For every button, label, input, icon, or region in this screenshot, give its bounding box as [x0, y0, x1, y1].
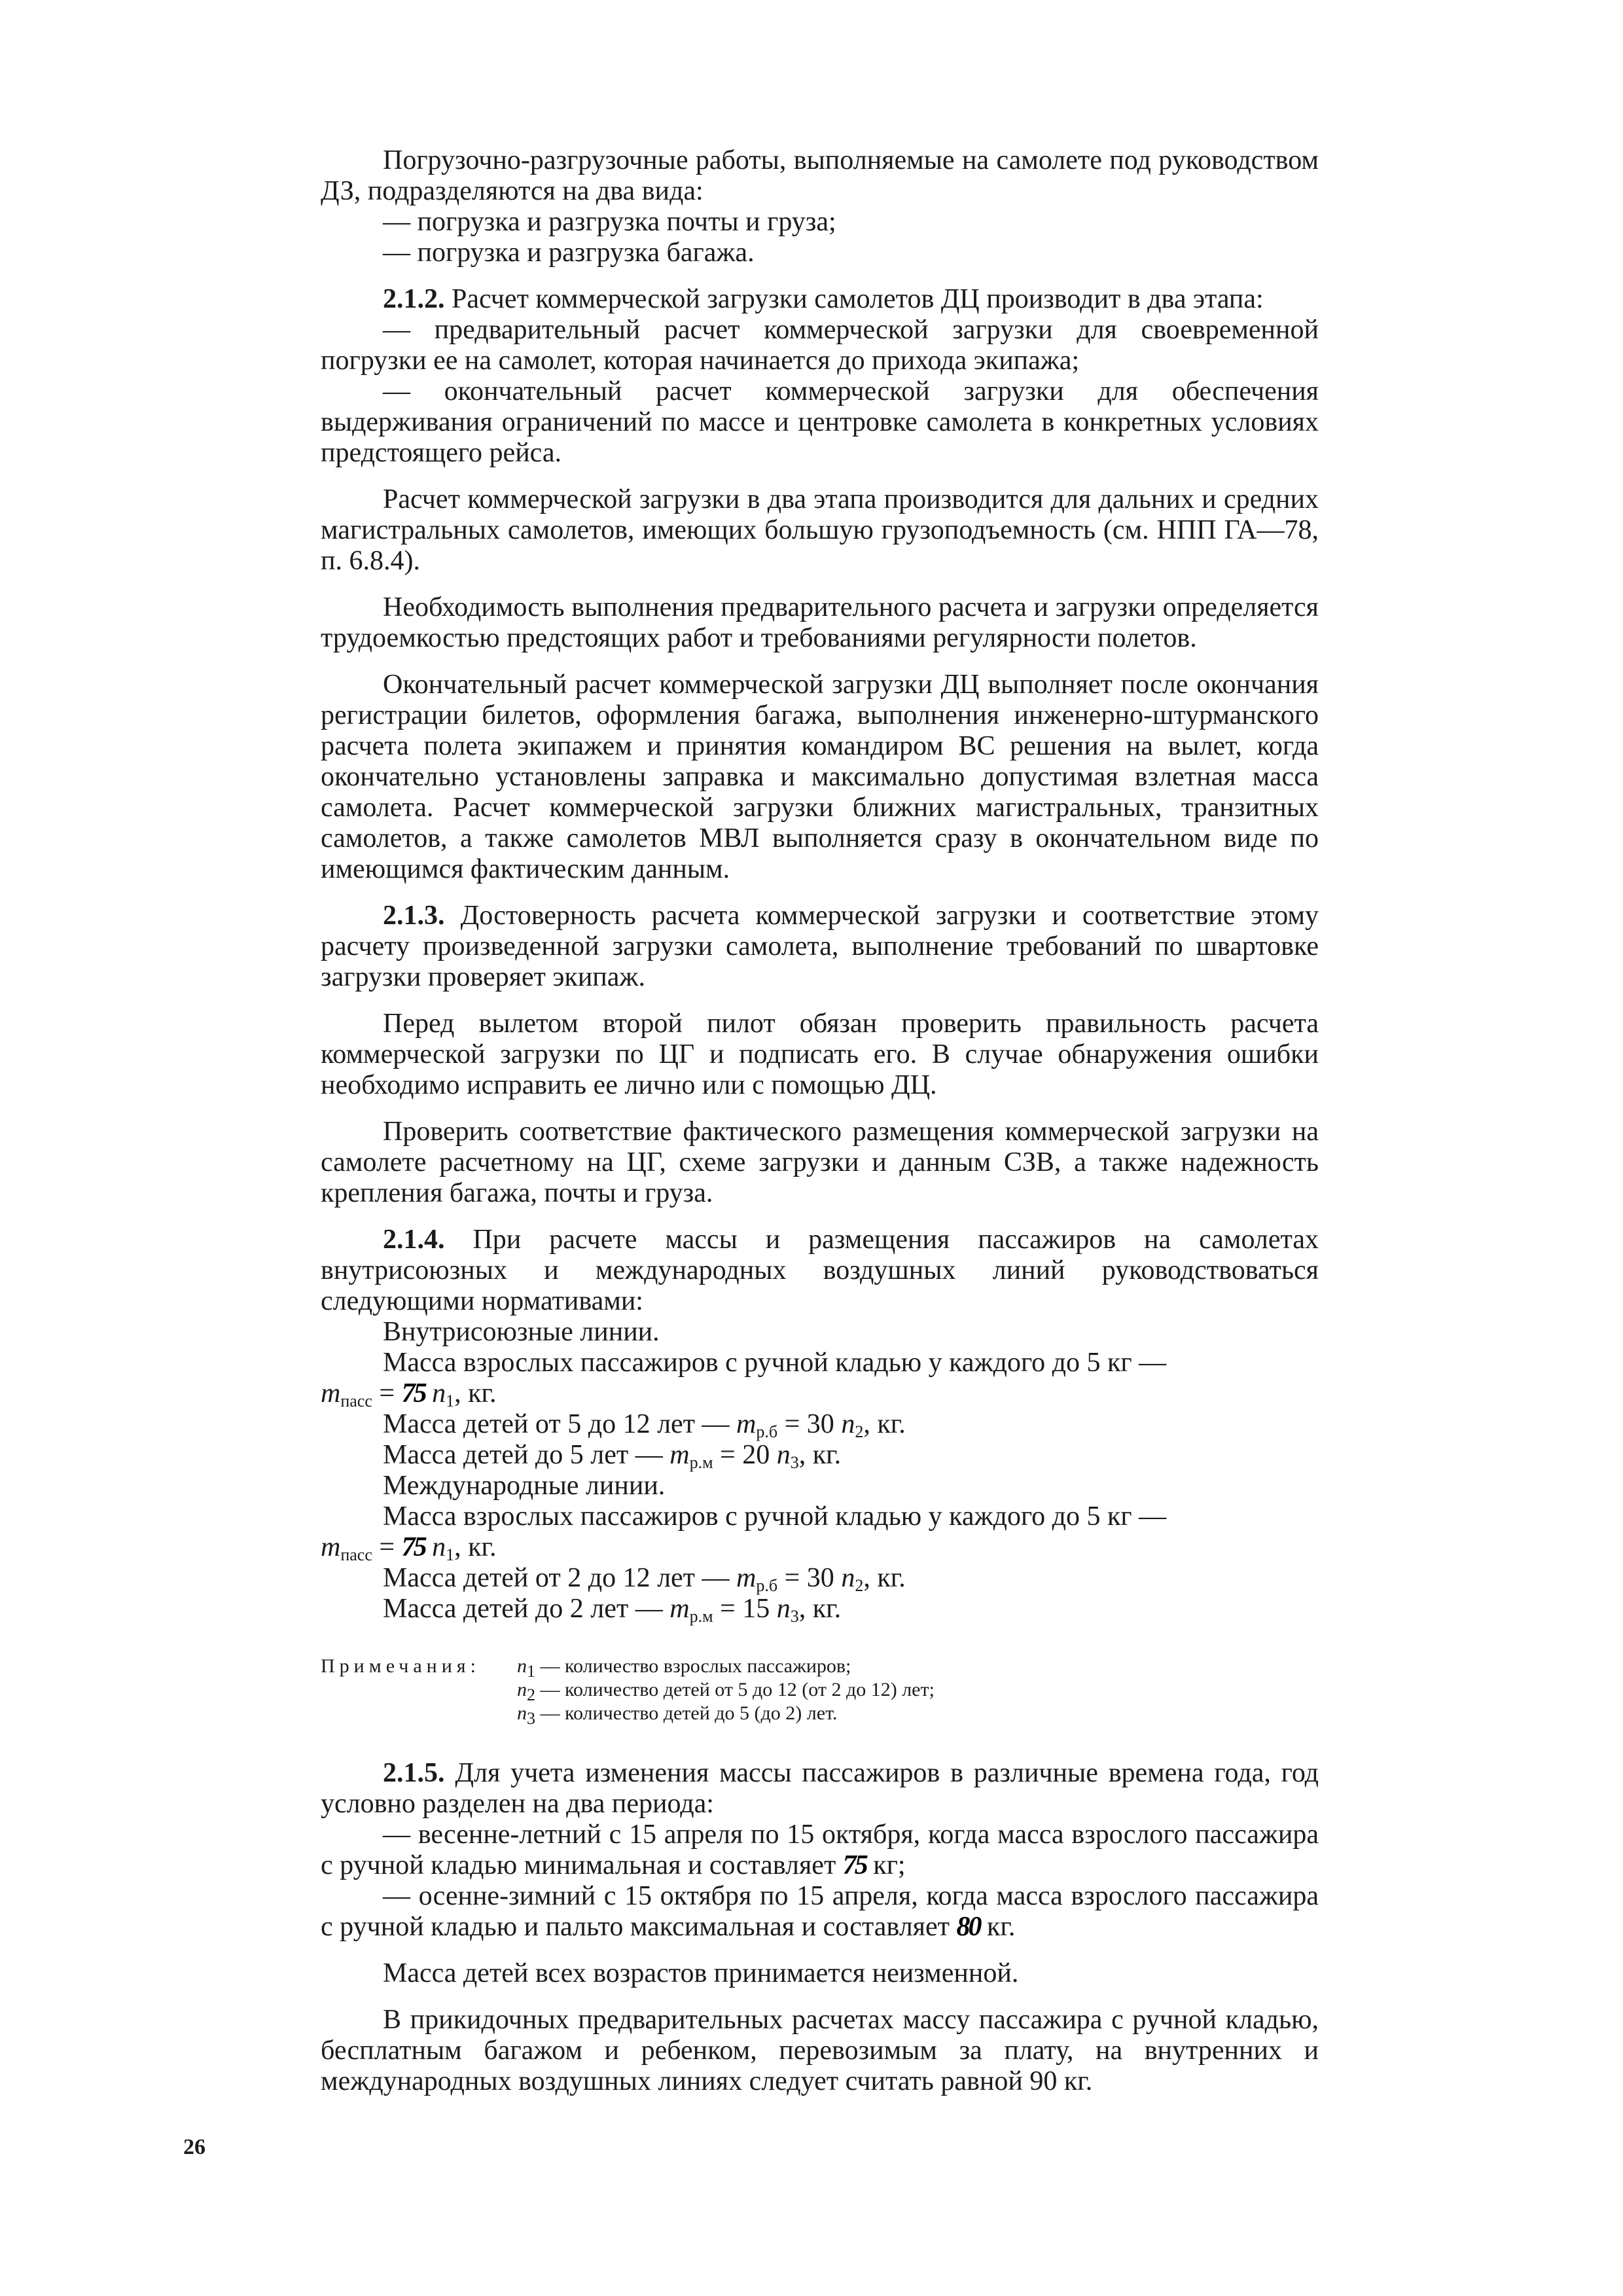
handwritten-correction: 75 — [401, 1378, 425, 1408]
paragraph-two-stages: Расчет коммерческой загрузки в два этапа производится для дальних и средних магистральных самолетов, имеющих большую грузоподъемность (см. НПП ГА—78, п. 6.8.4). — [321, 484, 1319, 576]
heading-domestic-lines: Внутрисоюзные линии. — [383, 1317, 660, 1347]
note-row — [321, 1702, 1319, 1728]
section-2-1-3 — [321, 901, 1319, 993]
formula-domestic-child-5-12: Масса детей от 5 до 12 лет — $m_{р.б} = 30$ $n_2$, кг. — [383, 1409, 906, 1441]
section-number: 2.1.5. — [383, 1758, 445, 1788]
note-row — [321, 1655, 1319, 1681]
handwritten-correction: 75 — [401, 1532, 425, 1562]
list-item-spring-summer: — весенне-летний с 15 апреля по 15 октября, когда масса взрослого пассажира с ручной кладью минимальная и составляет 75 кг; — [321, 1820, 1319, 1880]
note-text: $n_1$ — количество взрослых пассажиров; — [517, 1655, 851, 1681]
section-text: Расчет коммерческой загрузки самолетов ДЦ производит в два этапа: — [452, 284, 1264, 314]
section-number: 2.1.4. — [383, 1225, 445, 1255]
section-number: 2.1.2. — [383, 284, 445, 314]
text-column — [321, 145, 1319, 2097]
paragraph-copilot: Перед вылетом второй пилот обязан проверить правильность расчета коммерческой загрузки по ЦГ и подписать его. В случае обнаружения ошибки необходимо исправить ее лично или с помощью ДЦ. — [321, 1009, 1319, 1100]
notes-block — [321, 1655, 1319, 1728]
paragraph-final-calc: Окончательный расчет коммерческой загрузки ДЦ выполняет после окончания регистрации билетов, оформления багажа, выполнения инженерно-штурманского расчета полета экипажем и принятия командиром ВС решения на вылет, когда окончательно установлены заправка и максимально допустимая взлетная масса самолета. Расчет коммерческой загрузки ближних магистральных, транзитных самолетов, а также самолетов МВЛ выполняется сразу в окончательном виде по имеющимся фактическим данным. — [321, 670, 1319, 884]
formula-domestic-child-under-5: Масса детей до 5 лет — $m_{р.м} = 20$ $n_3$, кг. — [383, 1440, 842, 1472]
notes-label: Примечания: — [321, 1655, 480, 1677]
paragraph-check: Проверить соответствие фактического размещения коммерческой загрузки на самолете расчетному на ЦГ, схеме загрузки и данным СЗВ, а также надежность крепления багажа, почты и груза. — [321, 1117, 1319, 1208]
paragraph-loading-works: Погрузочно-разгрузочные работы, выполняемые на самолете под руководством ДЗ, подразделяются на два вида: — [321, 145, 1319, 206]
list-item-autumn-winter: — осенне-зимний с 15 октября по 15 апреля, когда масса взрослого пассажира с ручной кладью и пальто максимальная и составляет 80 кг. — [321, 1881, 1319, 1942]
section-text: При расчете массы и размещения пассажиров на самолетах внутрисоюзных и международных воздушных линий руководствоваться следующими нормативами: — [321, 1225, 1319, 1316]
note-text: $n_2$ — количество детей от 5 до 12 (от 2 до 12) лет; — [517, 1679, 935, 1704]
note-text: $n_3$ — количество детей до 5 (до 2) лет. — [517, 1702, 838, 1728]
section-2-1-2 — [321, 284, 1319, 315]
section-number: 2.1.3. — [383, 901, 445, 931]
formula-domestic-adult-desc: Масса взрослых пассажиров с ручной кладью у каждого до 5 кг — — [383, 1348, 1167, 1378]
note-row — [321, 1678, 1319, 1702]
formula-international-child-2-12: Масса детей от 2 до 12 лет — $m_{р.б} = 30$ $n_2$, кг. — [383, 1563, 906, 1595]
section-text: Достоверность расчета коммерческой загрузки и соответствие этому расчету произведенной загрузки самолета, выполнение требований по швартовке загрузки проверяет экипаж. — [321, 901, 1319, 992]
paragraph-children-mass: Масса детей всех возрастов принимается неизменной. — [383, 1958, 1019, 1988]
formula-international-child-under-2: Масса детей до 2 лет — $m_{р.м} = 15$ $n_3$, кг. — [383, 1594, 842, 1626]
formula-international-adult-desc: Масса взрослых пассажиров с ручной кладью у каждого до 5 кг — — [383, 1501, 1167, 1532]
handwritten-correction: 80 — [956, 1912, 980, 1942]
formula-international-adult: $m_{пасс} = 75$ $n_1$, кг. — [321, 1532, 497, 1564]
formula-domestic-adult: $m_{пасс} = 75$ $n_1$, кг. — [321, 1378, 497, 1410]
page-number: 26 — [183, 2135, 205, 2159]
list-item-mail-cargo: — погрузка и разгрузка почты и груза; — [383, 207, 836, 237]
list-item-baggage: — погрузка и разгрузка багажа. — [383, 238, 755, 268]
list-item-preliminary-calc: — предварительный расчет коммерческой загрузки для своевременной погрузки ее на самолет, которая начинается до прихода экипажа; — [321, 315, 1319, 376]
section-2-1-4 — [321, 1225, 1319, 1317]
heading-international-lines: Международные линии. — [383, 1471, 666, 1501]
paragraph-estimate: В прикидочных предварительных расчетах массу пассажира с ручной кладью, бесплатным багажом и ребенком, перевозимым за плату, на внутренних и международных воздушных линиях следует считать равной 90 кг. — [321, 2005, 1319, 2096]
handwritten-correction: 75 — [842, 1850, 866, 1880]
section-2-1-5 — [321, 1758, 1319, 1820]
list-item-final-calc: — окончательный расчет коммерческой загрузки для обеспечения выдерживания ограничений по массе и центровке самолета в конкретных условиях предстоящего рейса. — [321, 376, 1319, 468]
paragraph-necessity: Необходимость выполнения предварительного расчета и загрузки определяется трудоемкостью предстоящих работ и требованиями регулярности полетов. — [321, 592, 1319, 653]
section-text: Для учета изменения массы пассажиров в различные времена года, год условно разделен на два периода: — [321, 1758, 1319, 1819]
